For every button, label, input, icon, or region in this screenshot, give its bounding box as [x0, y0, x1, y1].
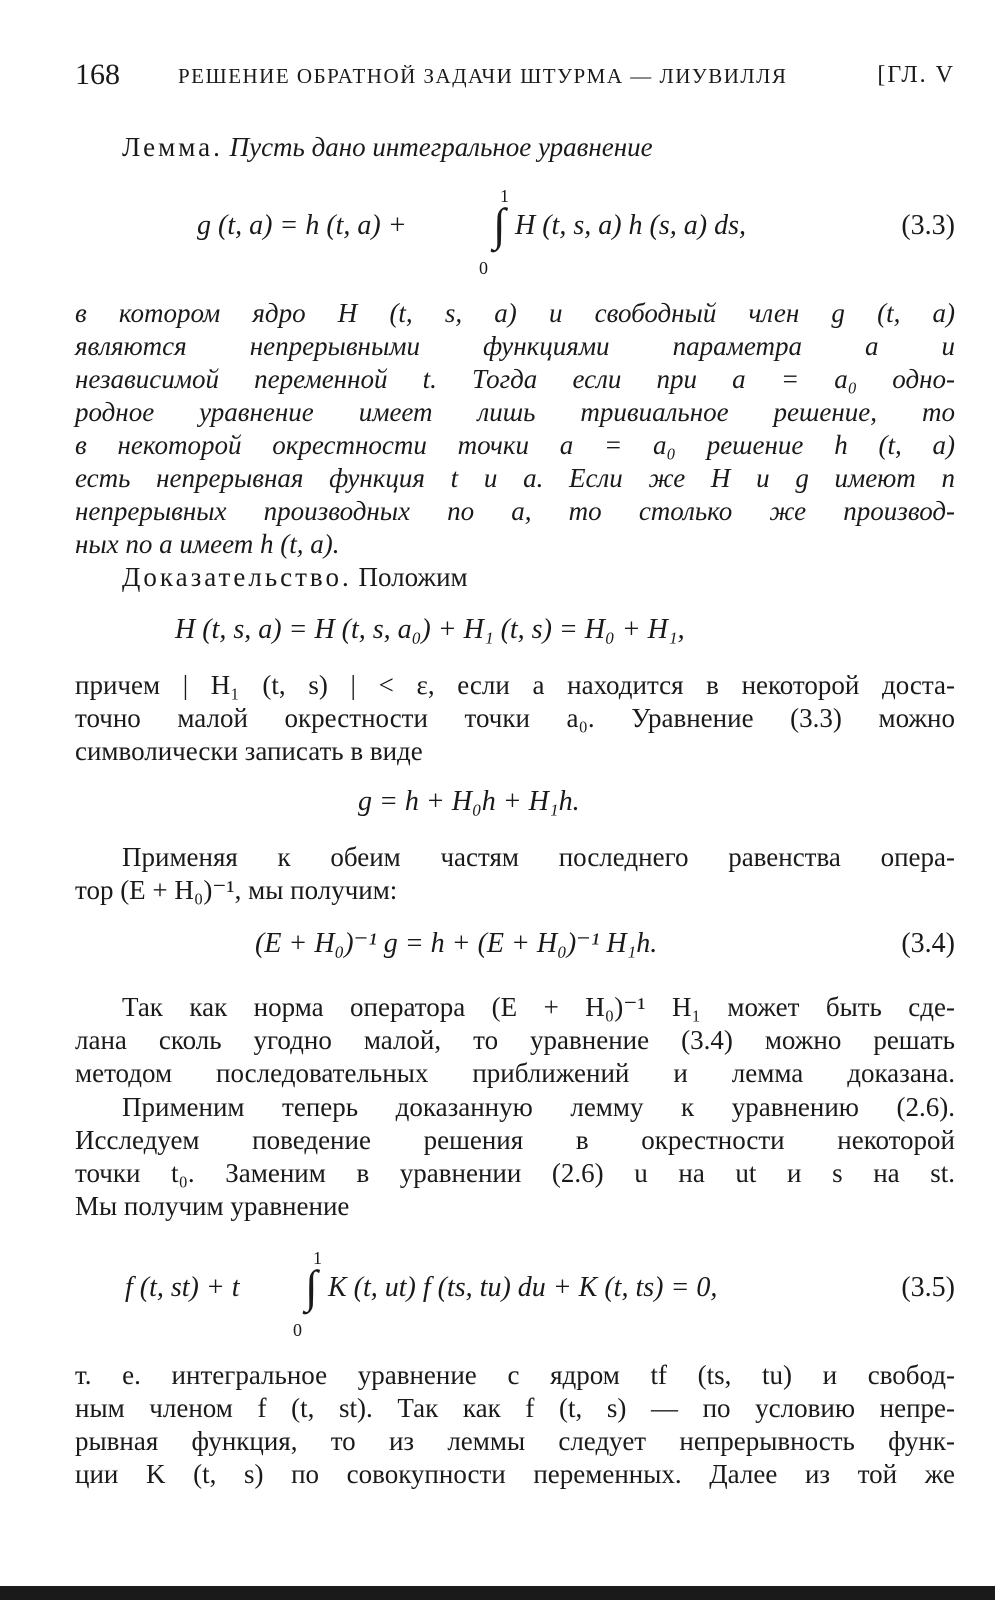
paragraph-line: методом последовательных приближений и лемма доказана. [75, 1058, 955, 1088]
equation-symbolic [75, 782, 955, 822]
lemma-line: родное уравнение имеет лишь тривиальное решение, то [75, 397, 955, 427]
running-title: РЕШЕНИЕ ОБРАТНОЙ ЗАДАЧИ ШТУРМА — ЛИУВИЛЛЯ [178, 64, 788, 88]
equation-split [75, 610, 955, 650]
paragraph-line: Так как норма оператора (E + H₀)⁻¹ H₁ может быть сде- [122, 992, 955, 1022]
chapter-label: [ГЛ. V [877, 62, 955, 88]
paragraph-line: причем | H₁ (t, s) | < ε, если a находится в некоторой доста- [75, 670, 955, 700]
page-number: 168 [75, 58, 120, 91]
equation-3-5 [75, 1248, 955, 1340]
lemma-line: непрерывных производных по a, то столько же производ- [75, 496, 955, 526]
page-header [75, 58, 955, 98]
lemma-line: есть непрерывная функция t и a. Если же H и g имеют n [75, 463, 955, 493]
lemma-line: в некоторой окрестности точки a = a₀ решение h (t, a) [75, 430, 955, 460]
proof-intro-text: Положим [358, 562, 468, 592]
scan-edge [0, 1586, 995, 1600]
proof-intro [122, 560, 955, 594]
eq-3-5-lower-limit: 0 [293, 1320, 302, 1340]
lemma-label: Лемма. [122, 132, 223, 162]
eq-symbolic-body: g = h + H₀h + H₁h. [358, 786, 580, 817]
eq-3-5-upper-limit: 1 [313, 1248, 322, 1268]
lemma-line: в котором ядро H (t, s, a) и свободный член g (t, a) [75, 298, 955, 328]
eq-3-4-body: (E + H₀)⁻¹ g = h + (E + H₀)⁻¹ H₁h. [255, 928, 658, 959]
paragraph-line: рывная функция, то из леммы следует непрерывность функ- [75, 1426, 955, 1456]
equation-3-4 [75, 924, 955, 964]
integral-sign: ∫ [493, 199, 506, 250]
integral-sign: ∫ [305, 1261, 318, 1312]
lemma-line: являются непрерывными функциями параметра a и [75, 331, 955, 361]
paragraph-line: т. е. интегральное уравнение с ядром tf (ts, tu) и свобод- [75, 1360, 955, 1390]
eq-3-3-number: (3.3) [901, 210, 955, 241]
paragraph-line: Мы получим уравнение [75, 1191, 350, 1221]
paragraph-line: точки t₀. Заменим в уравнении (2.6) u на ut и s на st. [75, 1158, 955, 1188]
paragraph-line: Применяя к обеим частям последнего равенства опера- [122, 842, 955, 872]
paragraph-line: символически записать в виде [75, 736, 423, 766]
paragraph-line: тор (E + H₀)⁻¹, мы получим: [75, 875, 398, 905]
eq-3-5-number: (3.5) [901, 1272, 955, 1303]
paragraph-line: ным членом f (t, st). Так как f (t, s) — по условию непре- [75, 1393, 955, 1423]
proof-label: Доказательство. [122, 562, 352, 592]
eq-split-body: H (t, s, a) = H (t, s, a₀) + H₁ (t, s) = H₀ + H₁, [175, 614, 685, 645]
eq-3-4-number: (3.4) [901, 928, 955, 959]
eq-3-3-rhs: H (t, s, a) h (s, a) ds, [515, 210, 746, 241]
eq-3-3-lhs: g (t, a) = h (t, a) + [197, 210, 407, 241]
paragraph-line: точно малой окрестности точки a₀. Уравнение (3.3) можно [75, 703, 955, 733]
eq-3-5-rhs: K (t, ut) f (ts, tu) du + K (t, ts) = 0, [328, 1272, 718, 1303]
lemma-line: ных по a имеет h (t, a). [75, 529, 340, 559]
lemma-intro [122, 130, 955, 164]
paragraph-line: лана сколь угодно малой, то уравнение (3.4) можно решать [75, 1025, 955, 1055]
eq-3-3-upper-limit: 1 [500, 186, 509, 206]
equation-3-3 [75, 186, 955, 278]
paragraph-line: ции K (t, s) по совокупности переменных. Далее из той же [75, 1459, 955, 1489]
paragraph-line: Применим теперь доказанную лемму к уравнению (2.6). [122, 1092, 955, 1122]
paragraph-line: Исследуем поведение решения в окрестности некоторой [75, 1125, 955, 1155]
eq-3-3-lower-limit: 0 [479, 258, 488, 278]
lemma-intro-text: Пусть дано интегральное уравнение [229, 132, 653, 162]
eq-3-5-lhs: f (t, st) + t [125, 1272, 240, 1303]
lemma-line: независимой переменной t. Тогда если при a = a₀ одно- [75, 364, 955, 394]
